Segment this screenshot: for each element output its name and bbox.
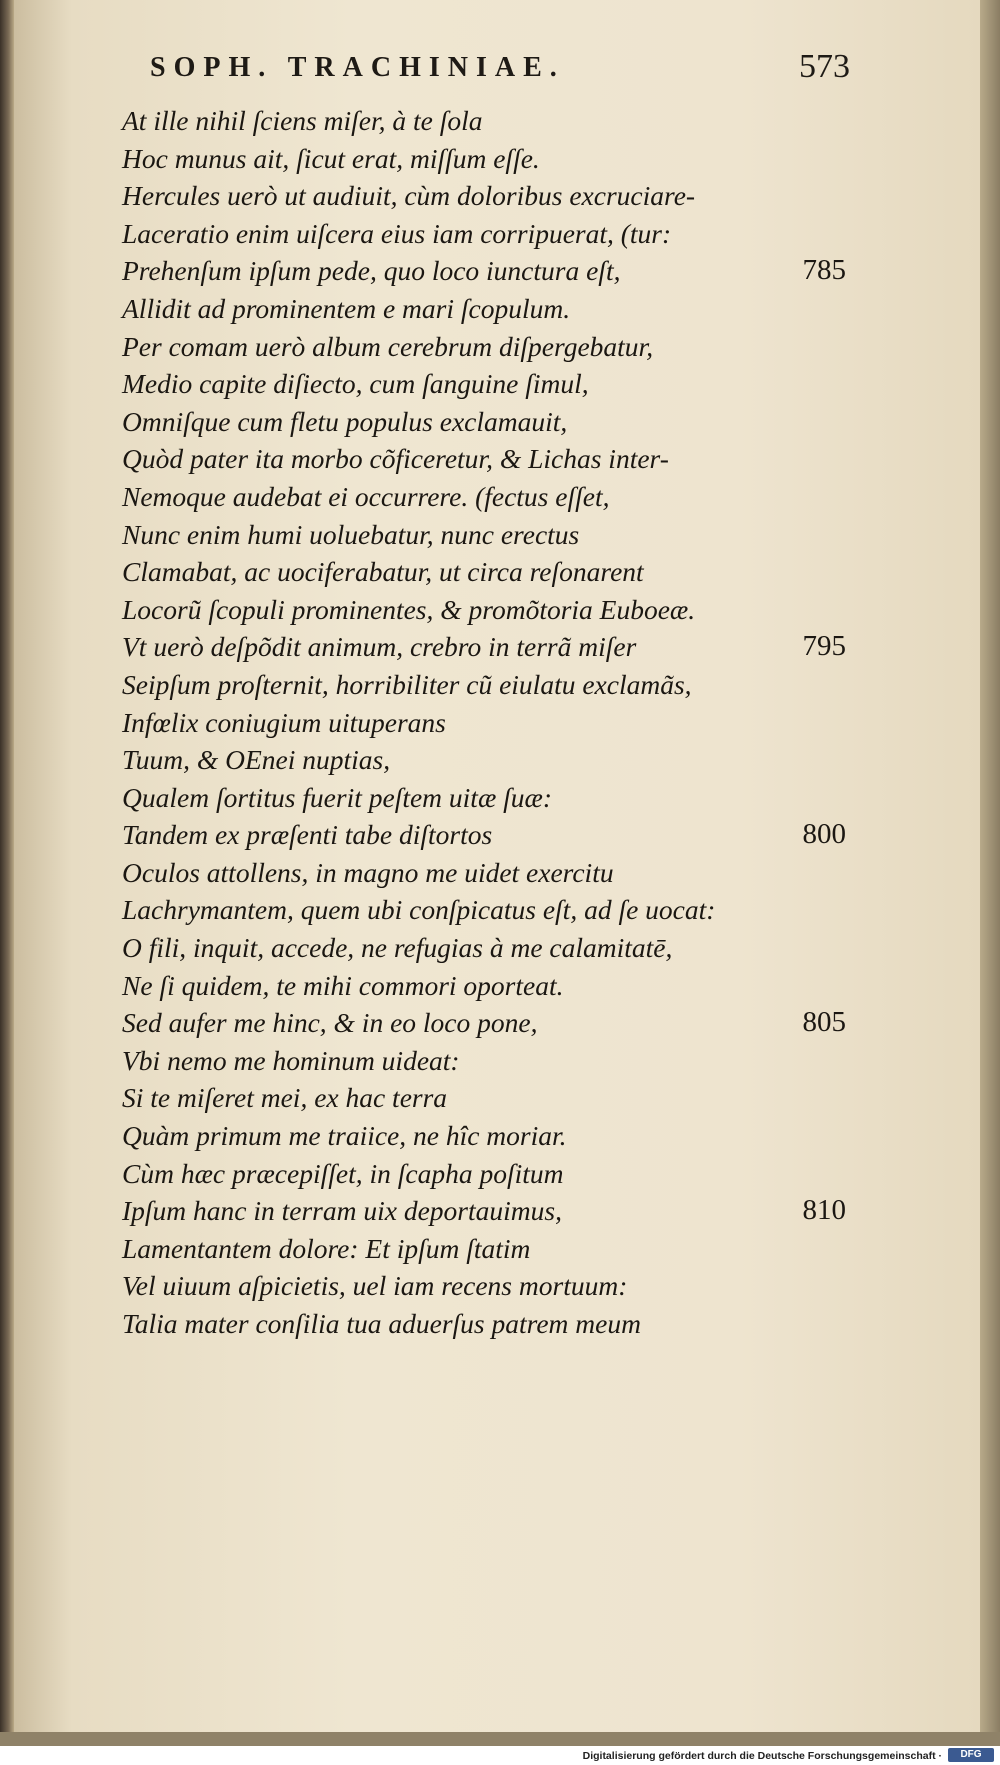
verse-line-text: Laceratio enim uiſcera eius iam corripuerat, (tur:: [122, 217, 672, 249]
verse-line-text: Vt uerò deſpõdit animum, crebro in terrã miſer: [122, 631, 637, 663]
verse-line-text: Hoc munus ait, ſicut erat, miſſum eſſe.: [122, 142, 540, 174]
verse-line-text: Seipſum proſternit, horribiliter cũ eiulatu exclamãs,: [122, 668, 692, 700]
verse-line-text: Oculos attollens, in magno me uidet exercitu: [122, 856, 614, 888]
verse-line-text: Talia mater conſilia tua aduerſus patrem meum: [122, 1308, 641, 1339]
verse-text-block: [122, 102, 852, 1343]
verse-line-text: Nunc enim humi uoluebatur, nunc erectus: [122, 518, 580, 550]
verse-line-text: Lamentantem dolore: Et ipſum ſtatim: [122, 1232, 531, 1264]
verse-line: [122, 816, 852, 854]
line-number: 805: [802, 1006, 846, 1039]
verse-line: [122, 591, 852, 629]
verse-line: [122, 929, 852, 967]
verse-line: [122, 403, 852, 441]
verse-line-text: Per comam uerò album cerebrum diſpergebatur,: [122, 330, 654, 362]
verse-line: [122, 215, 852, 253]
verse-line-text: Sed aufer me hinc, & in eo loco pone,: [122, 1007, 538, 1039]
line-number: 795: [802, 630, 846, 663]
verse-line: [122, 854, 852, 892]
verse-line-text: Tuum, & OEnei nuptias,: [122, 744, 391, 776]
verse-line-text: Hercules uerò ut audiuit, cùm doloribus excruciare-: [122, 180, 696, 212]
verse-line-text: Quòd pater ita morbo cõficeretur, & Lichas inter-: [122, 443, 669, 475]
verse-line: [122, 1004, 852, 1042]
verse-line: [122, 704, 852, 742]
verse-line: [122, 478, 852, 516]
verse-line: [122, 1079, 852, 1117]
verse-line: [122, 290, 852, 328]
verse-line: [122, 1230, 852, 1268]
verse-line-text: Omniſque cum fletu populus exclamauit,: [122, 405, 568, 437]
verse-line-text: Vbi nemo me hominum uideat:: [122, 1044, 460, 1076]
verse-line: [122, 328, 852, 366]
verse-line: [122, 1155, 852, 1193]
verse-line-text: At ille nihil ſciens miſer, à te ſola: [122, 105, 483, 136]
scan-left-edge: [0, 0, 14, 1735]
verse-line-text: Qualem ſortitus fuerit peſtem uitæ ſuæ:: [122, 781, 553, 813]
verse-line: [122, 666, 852, 704]
verse-line-text: Nemoque audebat ei occurrere. (fectus eſſet,: [122, 480, 610, 512]
verse-line-text: Tandem ex præſenti tabe diſtortos: [122, 819, 493, 851]
verse-line: [122, 1117, 852, 1155]
footer-credit: Digitalisierung gefördert durch die Deutsche Forschungsgemeinschaft ·: [582, 1750, 942, 1762]
verse-line: [122, 1267, 852, 1305]
verse-line-text: O fili, inquit, accede, ne refugias à me calamitatē,: [122, 932, 673, 964]
verse-line-text: Vel uiuum aſpicietis, uel iam recens mortuum:: [122, 1270, 628, 1302]
verse-line-text: Medio capite diſiecto, cum ſanguine ſimul,: [122, 368, 589, 400]
verse-line-text: Allidit ad prominentem e mari ſcopulum.: [122, 292, 571, 324]
verse-line-text: Clamabat, ac uociferabatur, ut circa reſonarent: [122, 556, 644, 588]
verse-line: [122, 516, 852, 554]
verse-line: [122, 440, 852, 478]
verse-line: [122, 1042, 852, 1080]
line-number: 810: [802, 1194, 846, 1227]
verse-line-text: Locorũ ſcopuli prominentes, & promõtoria Euboeæ.: [122, 593, 696, 625]
verse-line: [122, 1192, 852, 1230]
verse-line-text: Si te miſeret mei, ex hac terra: [122, 1082, 448, 1114]
verse-line: [122, 891, 852, 929]
verse-line: [122, 140, 852, 178]
verse-line: [122, 779, 852, 817]
running-title: SOPH. TRACHINIAE.: [150, 52, 565, 83]
page-number: 573: [799, 48, 850, 85]
verse-line-text: Lachrymantem, quem ubi conſpicatus eſt, ad ſe uocat:: [122, 894, 716, 926]
verse-line: [122, 252, 852, 290]
line-number: 800: [802, 818, 846, 851]
verse-line-text: Prehenſum ipſum pede, quo loco iunctura eſt,: [122, 255, 621, 287]
verse-line: [122, 1305, 852, 1343]
dfg-logo: DFG: [948, 1748, 994, 1762]
verse-line: [122, 177, 852, 215]
scan-bottom-band: [0, 1732, 1000, 1746]
verse-line-text: Ne ſi quidem, te mihi commori oporteat.: [122, 969, 564, 1001]
verse-line: [122, 967, 852, 1005]
verse-line-text: Quàm primum me traiice, ne hîc moriar.: [122, 1120, 567, 1152]
verse-line-text: Infœlix coniugium uituperans: [122, 706, 446, 738]
verse-line: [122, 553, 852, 591]
verse-line-text: Ipſum hanc in terram uix deportauimus,: [122, 1195, 562, 1227]
verse-line-text: Cùm hæc præcepiſſet, in ſcapha poſitum: [122, 1157, 564, 1189]
verse-line: [122, 741, 852, 779]
page-right-shadow: [980, 0, 1000, 1735]
verse-line: [122, 628, 852, 666]
line-number: 785: [802, 254, 846, 287]
page-header: [150, 48, 850, 96]
verse-line: [122, 365, 852, 403]
verse-line: [122, 102, 852, 140]
